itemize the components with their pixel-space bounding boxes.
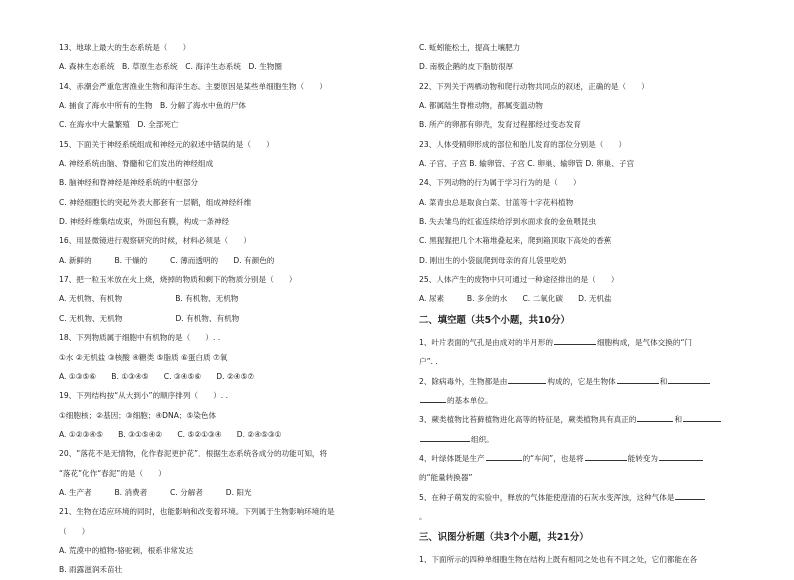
answer-blank[interactable] — [683, 413, 721, 422]
answer-blank[interactable] — [420, 394, 446, 403]
answer-blank[interactable] — [668, 375, 710, 384]
question-line: 23、人体受精卵形成的部位和胎儿发育的部位分别是（ ） — [419, 139, 627, 149]
question-line: 15、下面关于神经系统组成和神经元的叙述中错误的是（ ） — [59, 139, 274, 149]
question-line: B. 失去雏鸟的红雀连续给浮到水面求食的金鱼喂昆虫 — [419, 217, 597, 227]
fill-question-3-cont — [419, 430, 749, 449]
fill-text: 能转变为 — [627, 453, 658, 463]
question-line: ①水 ②无机盐 ③核酸 ④糖类 ⑤脂质 ⑥蛋白质 ⑦氧 — [59, 352, 228, 362]
question-line: D. 南极企鹅的皮下脂肪很厚 — [419, 62, 514, 72]
question-line: C. 在海水中大量繁殖 D. 全部死亡 — [59, 120, 179, 130]
fill-question-3 — [419, 410, 749, 429]
answer-blank[interactable] — [554, 336, 596, 345]
question-line: D. 神经纤维集结成束，外面包有膜，构成一条神经 — [59, 217, 230, 227]
answer-blank[interactable] — [420, 433, 470, 442]
answer-blank[interactable] — [675, 491, 705, 500]
question-line: 14、赤潮会严重危害渔业生物和海洋生态。主要原因是某些单细胞生物（ ） — [59, 81, 327, 91]
fill-text: 的基本单位。 — [447, 395, 493, 405]
fill-text: 细胞构成，是气体交换的“门 — [596, 337, 692, 347]
right-column — [419, 38, 749, 570]
question-line: A. 荒漠中的植物-骆驼刺，根系非常发达 — [59, 545, 194, 555]
question-line: C. 神经细胞长的突起外表大都套有一层鞘，组成神经纤维 — [59, 197, 252, 207]
fill-text: 3、蕨类植物比苔藓植物进化高等的特征是，蕨类植物具有真正的 — [419, 415, 637, 425]
question-line: 21、生物在适应环境的同时，也能影响和改变着环境。下列属于生物影响环境的是 — [59, 507, 335, 517]
fill-question-2 — [419, 372, 749, 391]
fill-text: 构成的，它是生物体 — [547, 376, 616, 386]
question-line: A. 神经系统由脑、脊髓和它们发出的神经组成 — [59, 159, 214, 169]
question-line: A. 捕食了海水中所有的生物 B. 分解了海水中鱼的尸体 — [59, 101, 246, 111]
question-line: 22、下列关于两栖动物和爬行动物共同点的叙述，正确的是（ ） — [419, 81, 649, 91]
fill-text: 4、叶绿体既是生产 — [419, 453, 485, 463]
question-line: A. 无机物、有机物 B. 有机物、无机物 — [59, 294, 239, 304]
answer-blank[interactable] — [637, 413, 673, 422]
section-heading-fill-in: 二、填空题（共5个小题，共10分） — [419, 314, 570, 326]
question-line: 18、下列物质属于细胞中有机物的是（ ）. . — [59, 333, 221, 343]
fill-text: 2、除病毒外，生物都是由 — [419, 376, 508, 386]
question-line: （ ） — [59, 526, 90, 536]
question-line: B. 所产的卵都有卵壳，发育过程都经过变态发育 — [419, 120, 581, 130]
left-column — [59, 38, 389, 580]
answer-blank[interactable] — [617, 375, 659, 384]
answer-blank[interactable] — [585, 452, 627, 461]
question-line: 16、用显微镜进行观察研究的时候，材料必须是（ ） — [59, 236, 251, 246]
question-line: 17、把一粒玉米放在火上烧，烧掉的物质和剩下的物质分别是（ ） — [59, 275, 297, 285]
fill-question-4 — [419, 449, 749, 468]
answer-blank[interactable] — [508, 375, 546, 384]
fill-text: 1、叶片表面的气孔是由成对的半月形的 — [419, 337, 553, 347]
fill-question-5-cont: 。 — [419, 511, 427, 521]
fill-question-1-cont: 户”. . — [419, 357, 438, 367]
question-line: A. ①②③④⑤ B. ③①⑤④② C. ⑤②①③④ D. ②④⑤③① — [59, 429, 282, 439]
question-line: 20、“落花不是无情物，化作春泥更护花”．根据生态系统各成分的功能可知，将 — [59, 449, 328, 459]
question-line: B. 脑神经和脊神经是神经系统的中枢部分 — [59, 178, 199, 188]
question-line: A. 尿素 B. 多余的水 C. 二氧化碳 D. 无机盐 — [419, 294, 612, 304]
question-line: 13、地球上最大的生态系统是（ ） — [59, 43, 191, 52]
fill-text: 的“车间”，也是将 — [522, 453, 584, 463]
question-line: A. ①③⑤⑥ B. ①③④⑤ C. ③④⑤⑥ D. ②④⑤⑦ — [59, 371, 255, 381]
question-line: B. 雨露滋润禾苗壮 — [59, 565, 123, 575]
answer-blank[interactable] — [659, 452, 703, 461]
fill-text: 和 — [674, 415, 683, 425]
section-heading-diagram: 三、识图分析题（共3个小题，共21分） — [419, 532, 589, 544]
answer-blank[interactable] — [486, 452, 522, 461]
question-line: C. 黑猩猩把几个木箱堆叠起来，爬到箱顶取下高处的香蕉 — [419, 236, 612, 246]
fill-question-4-cont: 的“能量转换器” — [419, 473, 473, 483]
question-line: ①细胞核；②基因；③细胞；④DNA；⑤染色体 — [59, 410, 217, 420]
fill-question-1 — [419, 333, 749, 352]
fill-question-2-cont — [419, 391, 749, 410]
fill-question-5 — [419, 488, 749, 507]
fill-text: 5、在种子萌发的实验中，释放的气体能使澄清的石灰水变浑浊，这种气体是 — [419, 492, 675, 502]
question-line: A. 森林生态系统 B. 草原生态系统 C. 海洋生态系统 D. 生物圈 — [59, 62, 282, 72]
question-line: “落花”化作“春泥”的是（ ） — [59, 468, 166, 478]
fill-text: 组织。 — [471, 434, 494, 444]
question-line: D. 刚出生的小袋鼠爬到母亲的育儿袋里吃奶 — [419, 255, 567, 265]
question-line: A. 生产者 B. 消费者 C. 分解者 D. 阳光 — [59, 487, 252, 497]
question-line: A. 子宫、子宫 B. 输卵管、子宫 C. 卵巢、输卵管 D. 卵巢、子宫 — [419, 159, 635, 169]
question-line: C. 蚯蚓能松土，提高土壤肥力 — [419, 43, 521, 52]
question-line: A. 都属陆生脊椎动物，都属变温动物 — [419, 101, 543, 111]
question-line: 25、人体产生的废物中只可通过一种途径排出的是（ ） — [419, 275, 619, 285]
fill-text: 和 — [659, 376, 668, 386]
question-line: 24、下列动物的行为属于学习行为的是（ ） — [419, 178, 581, 188]
question-line: 19、下列结构按“从大到小”的顺序排列（ ）. . — [59, 391, 229, 401]
question-line: C. 无机物、无机物 D. 有机物、有机物 — [59, 313, 240, 323]
question-line: A. 菜青虫总是取食白菜、甘蓝等十字花科植物 — [419, 197, 574, 207]
question-line: 1、下面所示的四种单细胞生物在结构上既有相同之处也有不同之处，它们都能在各 — [419, 555, 698, 565]
question-line: A. 新鲜的 B. 干燥的 C. 薄而透明的 D. 有颜色的 — [59, 255, 275, 265]
